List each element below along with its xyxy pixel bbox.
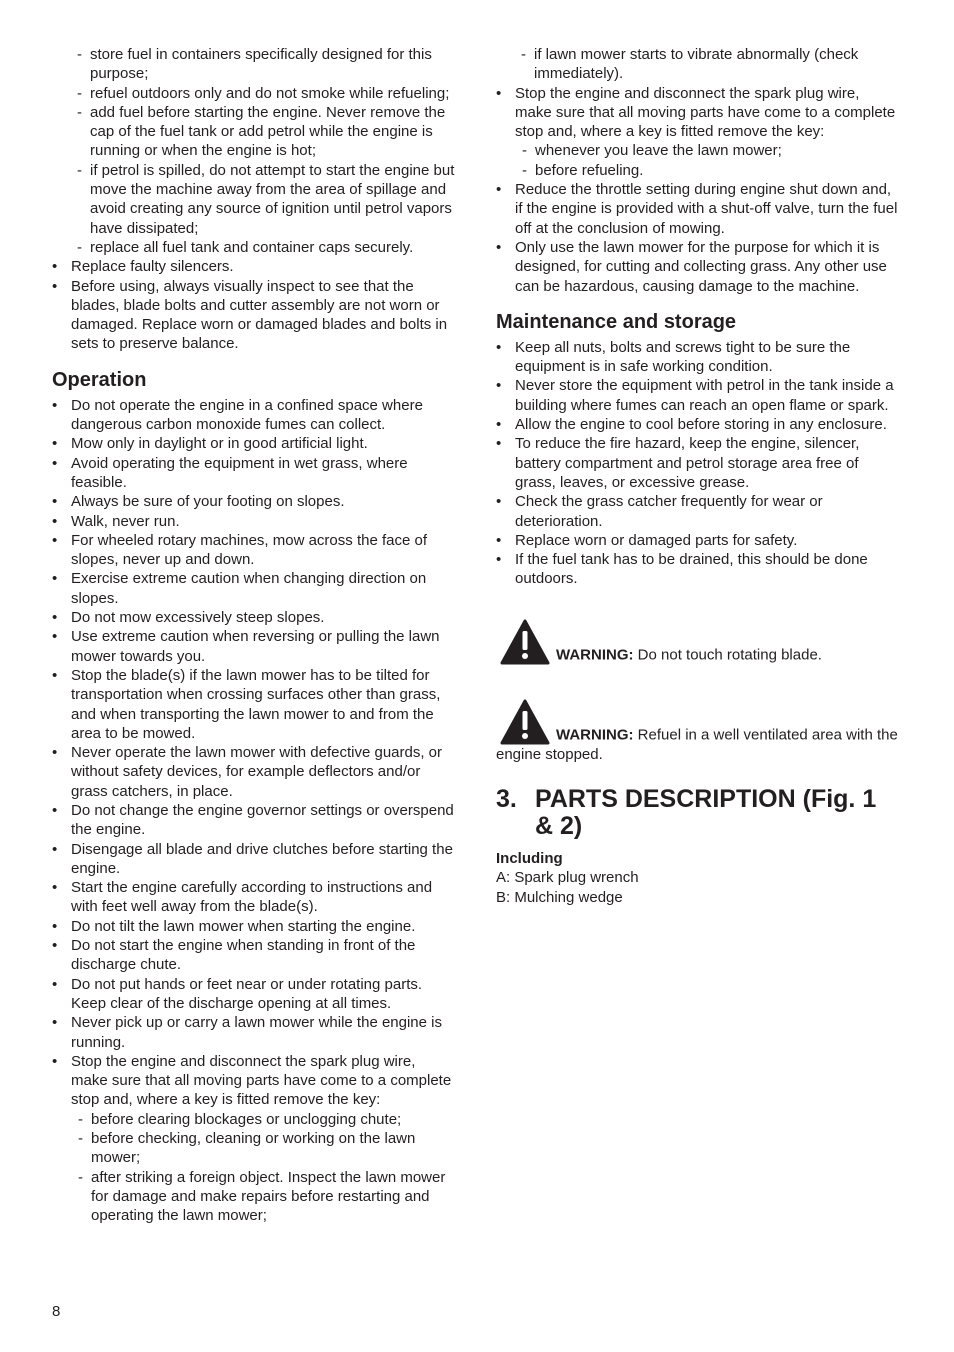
list-item: • If the fuel tank has to be drained, this should be done outdoors. bbox=[496, 550, 900, 589]
warning-triangle-icon bbox=[500, 699, 550, 745]
list-item: • Do not tilt the lawn mower when starting the engine. bbox=[52, 917, 456, 936]
including-heading: Including bbox=[496, 850, 563, 868]
warning-label: WARNING: bbox=[556, 646, 634, 664]
warning-rotating-blade bbox=[496, 619, 900, 665]
list-item: • Do not mow excessively steep slopes. bbox=[52, 608, 456, 627]
cont-bullet-list bbox=[496, 84, 900, 296]
list-item: • Stop the blade(s) if the lawn mower has to be tilted for transportation when crossing surfaces other than grass, and when transporting the lawn mower to and from the area to be mowed. bbox=[52, 666, 456, 743]
list-item: • Mow only in daylight or in good artificial light. bbox=[52, 434, 456, 453]
list-item: • For wheeled rotary machines, mow across the face of slopes, never up and down. bbox=[52, 531, 456, 570]
fuel-dash-list bbox=[52, 45, 456, 257]
list-item-text: Stop the engine and disconnect the spark plug wire, make sure that all moving parts have come to a complete stop and, where a key is fitted remove the key: bbox=[71, 1052, 452, 1109]
including-item: A: Spark plug wrench bbox=[496, 869, 639, 887]
list-item: • Check the grass catcher frequently for wear or deterioration. bbox=[496, 492, 900, 531]
maintenance-bullet-list bbox=[496, 338, 900, 589]
operation-bullet-list bbox=[52, 396, 456, 1226]
list-item: • Always be sure of your footing on slopes. bbox=[52, 492, 456, 511]
warning-label: WARNING: bbox=[556, 726, 634, 744]
right-column bbox=[496, 45, 900, 907]
warning-triangle-icon bbox=[500, 619, 550, 665]
list-item: - if lawn mower starts to vibrate abnormally (check immediately). bbox=[514, 45, 900, 84]
operation-heading: Operation bbox=[52, 368, 147, 391]
list-item: - replace all fuel tank and container caps securely. bbox=[70, 238, 456, 257]
warning-refuel bbox=[496, 699, 900, 764]
cont-dash-list bbox=[496, 45, 900, 84]
list-item: • Use extreme caution when reversing or pulling the lawn mower towards you. bbox=[52, 627, 456, 666]
list-item: - whenever you leave the lawn mower; bbox=[515, 141, 900, 160]
section-number: 3. bbox=[496, 785, 517, 814]
list-item: • Do not operate the engine in a confined space where dangerous carbon monoxide fumes can collect. bbox=[52, 396, 456, 435]
list-item: • Keep all nuts, bolts and screws tight to be sure the equipment is in safe working condition. bbox=[496, 338, 900, 377]
list-item: • Walk, never run. bbox=[52, 512, 456, 531]
section-heading bbox=[496, 786, 900, 840]
list-item: • To reduce the fire hazard, keep the engine, silencer, battery compartment and petrol storage area free of grass, leaves, or excessive grease. bbox=[496, 434, 900, 492]
list-item: • Replace worn or damaged parts for safety. bbox=[496, 531, 900, 550]
key-dash-list bbox=[515, 141, 900, 180]
list-item: - add fuel before starting the engine. Never remove the cap of the fuel tank or add petrol while the engine is running or when the engine is hot; bbox=[70, 103, 456, 161]
list-item: • Start the engine carefully according to instructions and with feet well away from the blade(s). bbox=[52, 878, 456, 917]
list-item bbox=[496, 84, 900, 180]
list-item: • Avoid operating the equipment in wet grass, where feasible. bbox=[52, 454, 456, 493]
list-item: • Disengage all blade and drive clutches before starting the engine. bbox=[52, 840, 456, 879]
list-item: • Before using, always visually inspect to see that the blades, blade bolts and cutter assembly are not worn or damaged. Replace worn or damaged blades and bolts in sets to preserve balance. bbox=[52, 277, 456, 354]
section-title: PARTS DESCRIPTION (Fig. 1 & 2) bbox=[535, 785, 877, 841]
list-item: • Exercise extreme caution when changing direction on slopes. bbox=[52, 569, 456, 608]
list-item: • Never operate the lawn mower with defective guards, or without safety devices, for example deflectors and/or grass catchers, in place. bbox=[52, 743, 456, 801]
list-item: • Do not start the engine when standing in front of the discharge chute. bbox=[52, 936, 456, 975]
list-item: • Allow the engine to cool before storing in any enclosure. bbox=[496, 415, 900, 434]
list-item: • Reduce the throttle setting during engine shut down and, if the engine is provided with a shut-off valve, turn the fuel off at the conclusion of mowing. bbox=[496, 180, 900, 238]
list-item: - before clearing blockages or unclogging chute; bbox=[71, 1110, 456, 1129]
stop-dash-list bbox=[71, 1110, 456, 1226]
including-item: B: Mulching wedge bbox=[496, 888, 623, 906]
list-item: - before checking, cleaning or working on the lawn mower; bbox=[71, 1129, 456, 1168]
list-item: • Never store the equipment with petrol in the tank inside a building where fumes can reach an open flame or spark. bbox=[496, 376, 900, 415]
list-item: - after striking a foreign object. Inspect the lawn mower for damage and make repairs before restarting and operating the lawn mower; bbox=[71, 1168, 456, 1226]
list-item: • Do not change the engine governor settings or overspend the engine. bbox=[52, 801, 456, 840]
prep-bullet-list bbox=[52, 257, 456, 353]
list-item bbox=[52, 1052, 456, 1226]
list-item: • Never pick up or carry a lawn mower while the engine is running. bbox=[52, 1013, 456, 1052]
list-item: • Replace faulty silencers. bbox=[52, 257, 456, 276]
warning-text: Refuel in a well ventilated area with the engine stopped. bbox=[496, 726, 898, 763]
list-item-text: Stop the engine and disconnect the spark plug wire, make sure that all moving parts have come to a complete stop and, where a key is fitted remove the key: bbox=[515, 84, 896, 141]
maintenance-heading: Maintenance and storage bbox=[496, 310, 737, 333]
list-item: - store fuel in containers specifically designed for this purpose; bbox=[70, 45, 456, 84]
page-number: 8 bbox=[52, 1303, 61, 1320]
list-item: - refuel outdoors only and do not smoke while refueling; bbox=[70, 84, 456, 103]
list-item: - before refueling. bbox=[515, 161, 900, 180]
list-item: • Only use the lawn mower for the purpose for which it is designed, for cutting and collecting grass. Any other use can be hazardous, causing damage to the machine. bbox=[496, 238, 900, 296]
warning-text: Do not touch rotating blade. bbox=[633, 646, 822, 664]
list-item: - if petrol is spilled, do not attempt to start the engine but move the machine away from the area of spillage and avoid creating any source of ignition until petrol vapors have dissipated; bbox=[70, 161, 456, 238]
list-item: • Do not put hands or feet near or under rotating parts. Keep clear of the discharge opening at all times. bbox=[52, 975, 456, 1014]
left-column bbox=[52, 45, 456, 1226]
